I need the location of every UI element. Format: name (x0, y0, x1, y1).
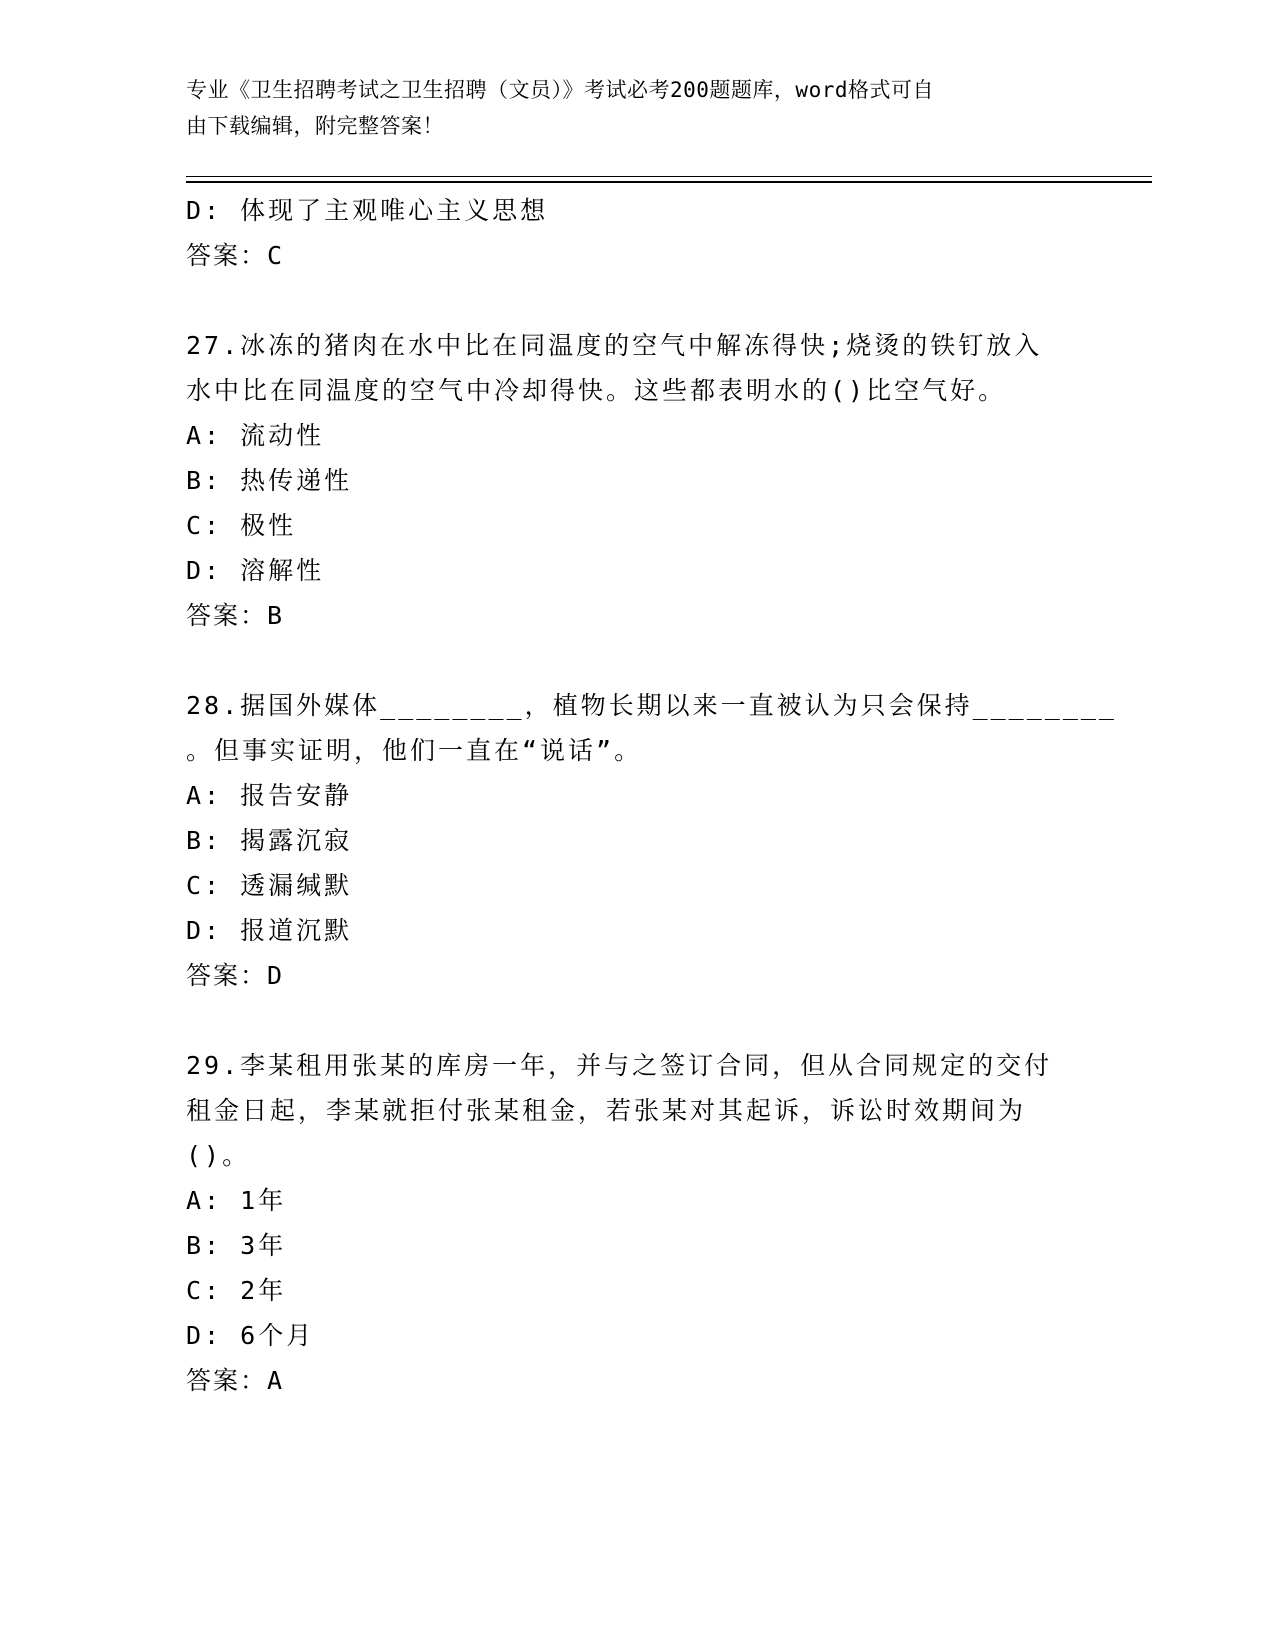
answer-value: B (267, 601, 285, 630)
question-28 (186, 683, 1117, 998)
option-b: B: 3年 (186, 1231, 287, 1260)
question-text-line: 28.据国外媒体________，植物长期以来一直被认为只会保持________ (186, 691, 1117, 720)
question-text-line: 29.李某租用张某的库房一年，并与之签订合同，但从合同规定的交付 (186, 1051, 1053, 1080)
option-d: D: 溶解性 (186, 556, 325, 585)
header-line-1: 专业《卫生招聘考试之卫生招聘（文员）》考试必考200题题库，word格式可自 (186, 78, 934, 102)
option-a: A: 报告安静 (186, 781, 353, 810)
header-rule-thin (186, 176, 1152, 177)
option-a: A: 1年 (186, 1186, 287, 1215)
question-text-line: ()。 (186, 1141, 251, 1170)
answer-label: 答案： (186, 1366, 268, 1395)
question-text-line: 租金日起，李某就拒付张某租金，若张某对其起诉，诉讼时效期间为 (186, 1096, 1027, 1125)
option-b: B: 揭露沉寂 (186, 826, 353, 855)
answer-label: 答案： (186, 601, 268, 630)
prev-answer (186, 233, 1086, 278)
answer-value: A (267, 1366, 285, 1395)
option-a: A: 流动性 (186, 421, 325, 450)
option-c: C: 极性 (186, 511, 297, 540)
prev-option-d: D: 体现了主观唯心主义思想 (186, 196, 549, 225)
option-c: C: 透漏缄默 (186, 871, 353, 900)
answer-label: 答案： (186, 241, 268, 270)
question-27 (186, 323, 1086, 638)
answer (186, 593, 1086, 638)
answer-value: D (267, 961, 285, 990)
question-text-line: 水中比在同温度的空气中冷却得快。这些都表明水的()比空气好。 (186, 376, 1007, 405)
option-d: D: 报道沉默 (186, 916, 353, 945)
option-b: B: 热传递性 (186, 466, 353, 495)
document-header (186, 72, 1066, 144)
answer (186, 953, 1086, 998)
header-line-2: 由下载编辑，附完整答案！ (186, 114, 444, 138)
answer-value: C (267, 241, 285, 270)
answer-label: 答案： (186, 961, 268, 990)
answer (186, 1358, 1086, 1403)
question-29 (186, 1043, 1086, 1403)
question-content (186, 188, 1117, 1403)
question-text-line: 27.冰冻的猪肉在水中比在同温度的空气中解冻得快;烧烫的铁钉放入 (186, 331, 1043, 360)
option-d: D: 6个月 (186, 1321, 315, 1350)
option-c: C: 2年 (186, 1276, 287, 1305)
question-text-line: 。但事实证明，他们一直在“说话”。 (186, 736, 643, 765)
header-rule-thick (186, 181, 1152, 183)
